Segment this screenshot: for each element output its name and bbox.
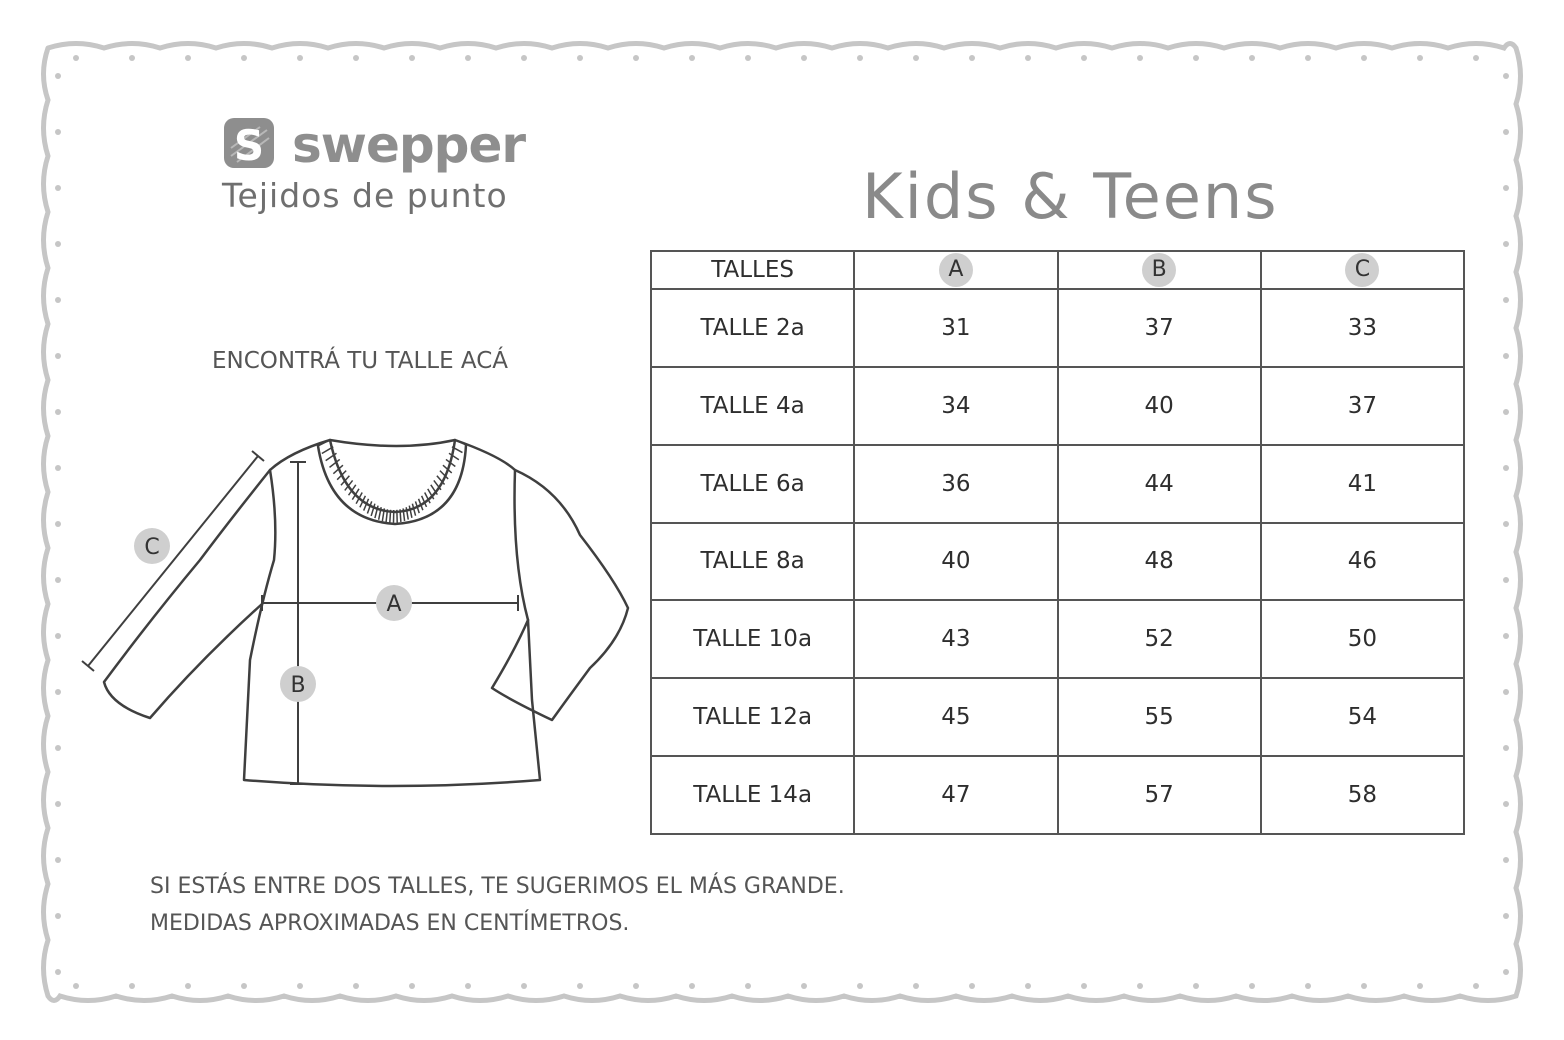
table-row bbox=[651, 600, 1464, 678]
left-sleeve bbox=[104, 470, 270, 718]
header-a-badge: A bbox=[939, 253, 973, 287]
header-a bbox=[854, 251, 1057, 289]
swepper-logo-icon bbox=[222, 116, 278, 172]
page-title: Kids & Teens bbox=[862, 160, 1279, 233]
value-b-cell: 37 bbox=[1058, 289, 1261, 367]
note-line-1: SI ESTÁS ENTRE DOS TALLES, TE SUGERIMOS EL MÁS GRANDE. bbox=[150, 874, 845, 899]
table-row bbox=[651, 367, 1464, 445]
measure-line-c bbox=[88, 456, 258, 666]
size-cell: TALLE 8a bbox=[651, 523, 854, 601]
label-c: C bbox=[144, 535, 160, 560]
value-c-cell: 41 bbox=[1261, 445, 1464, 523]
right-sleeve bbox=[492, 470, 628, 720]
table-row bbox=[651, 756, 1464, 834]
size-cell: TALLE 2a bbox=[651, 289, 854, 367]
size-cell: TALLE 6a bbox=[651, 445, 854, 523]
value-c-cell: 37 bbox=[1261, 367, 1464, 445]
header-c bbox=[1261, 251, 1464, 289]
header-c-badge: C bbox=[1345, 253, 1379, 287]
brand-logo bbox=[222, 116, 526, 215]
value-c-cell: 54 bbox=[1261, 678, 1464, 756]
value-b-cell: 55 bbox=[1058, 678, 1261, 756]
header-b bbox=[1058, 251, 1261, 289]
header-talles: TALLES bbox=[651, 251, 854, 289]
value-b-cell: 40 bbox=[1058, 367, 1261, 445]
label-b: B bbox=[290, 673, 306, 698]
value-c-cell: 58 bbox=[1261, 756, 1464, 834]
footer-notes bbox=[150, 868, 845, 942]
label-a: A bbox=[386, 592, 402, 617]
table-row bbox=[651, 445, 1464, 523]
size-cell: TALLE 4a bbox=[651, 367, 854, 445]
sweater-diagram bbox=[70, 420, 650, 800]
value-a-cell: 45 bbox=[854, 678, 1057, 756]
value-a-cell: 40 bbox=[854, 523, 1057, 601]
header-b-badge: B bbox=[1142, 253, 1176, 287]
size-guide-heading: ENCONTRÁ TU TALLE ACÁ bbox=[212, 348, 509, 374]
value-a-cell: 43 bbox=[854, 600, 1057, 678]
size-table bbox=[650, 250, 1465, 835]
table-header-row bbox=[651, 251, 1464, 289]
value-b-cell: 48 bbox=[1058, 523, 1261, 601]
value-c-cell: 50 bbox=[1261, 600, 1464, 678]
value-b-cell: 57 bbox=[1058, 756, 1261, 834]
logo-letter: S bbox=[233, 121, 265, 170]
table-row bbox=[651, 523, 1464, 601]
value-a-cell: 36 bbox=[854, 445, 1057, 523]
brand-tagline: Tejidos de punto bbox=[222, 176, 508, 215]
size-cell: TALLE 14a bbox=[651, 756, 854, 834]
value-b-cell: 44 bbox=[1058, 445, 1261, 523]
value-c-cell: 33 bbox=[1261, 289, 1464, 367]
value-a-cell: 31 bbox=[854, 289, 1057, 367]
value-c-cell: 46 bbox=[1261, 523, 1464, 601]
label-b-badge bbox=[280, 666, 316, 702]
size-cell: TALLE 10a bbox=[651, 600, 854, 678]
label-a-badge bbox=[376, 585, 412, 621]
table-row bbox=[651, 289, 1464, 367]
value-a-cell: 47 bbox=[854, 756, 1057, 834]
value-a-cell: 34 bbox=[854, 367, 1057, 445]
value-b-cell: 52 bbox=[1058, 600, 1261, 678]
table-row bbox=[651, 678, 1464, 756]
brand-name: swepper bbox=[292, 116, 526, 174]
size-cell: TALLE 12a bbox=[651, 678, 854, 756]
label-c-badge bbox=[134, 528, 170, 564]
note-line-2: MEDIDAS APROXIMADAS EN CENTÍMETROS. bbox=[150, 911, 630, 936]
